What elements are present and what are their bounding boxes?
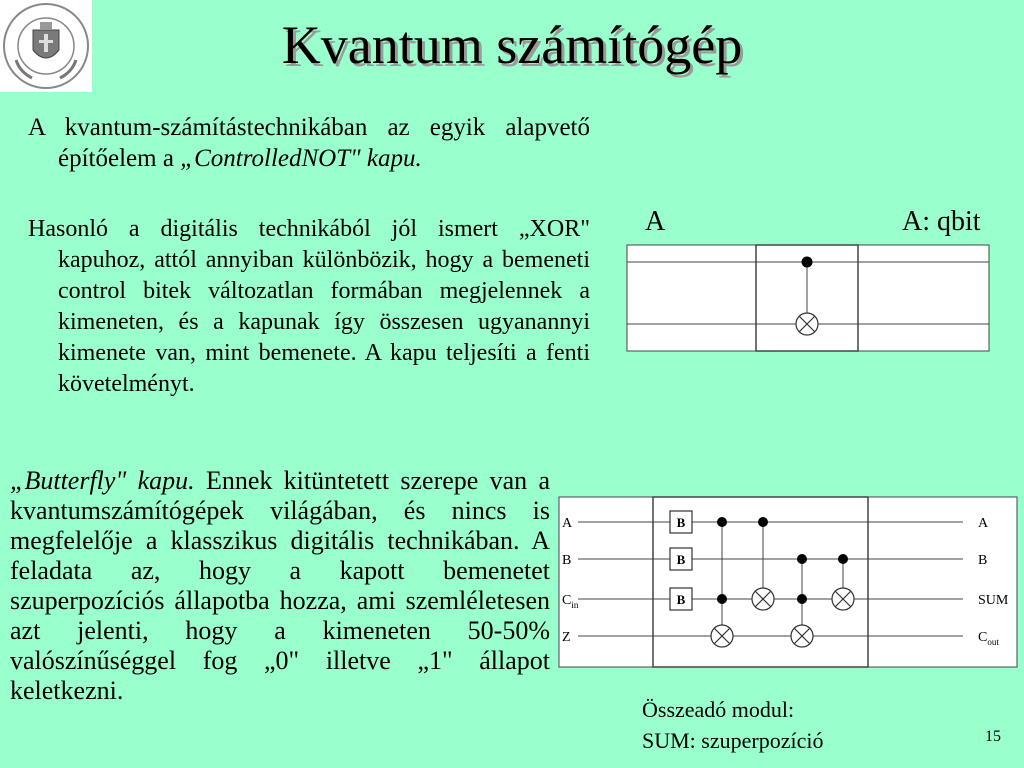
butterfly-gate-2 bbox=[670, 548, 692, 570]
butterfly-description: Ennek kitüntetett szerepe van a kvantumszámítógépek világában, és nincs is megfelelője a klasszikus digitális technikában. A feladata az, hogy a kapott bemenetet szuperpozíciós állapotba hozza, ami szemléletesen azt jelenti, hogy a kimeneten 50-50% valószínűséggel fog „0" illetve „1" állapot keletkezni. bbox=[10, 466, 550, 705]
control-dot bbox=[758, 517, 768, 527]
control-dot bbox=[802, 257, 813, 268]
paragraph-xor-comparison bbox=[28, 214, 590, 400]
svg-text:B: B bbox=[676, 552, 686, 567]
output-label-cout: $C_{out}$ bbox=[978, 630, 999, 647]
control-dot bbox=[797, 594, 807, 604]
output-label-a: A bbox=[978, 516, 989, 531]
input-label-b: B bbox=[562, 553, 572, 568]
xor-target-symbol bbox=[832, 588, 854, 610]
output-label-sum: SUM bbox=[978, 593, 1009, 608]
xor-target-symbol bbox=[711, 625, 733, 647]
cnot-label-a: A bbox=[645, 206, 666, 237]
butterfly-gate-3 bbox=[670, 588, 692, 610]
output-label-b: B bbox=[978, 553, 988, 568]
slide-number: 15 bbox=[985, 728, 1001, 745]
control-dot bbox=[717, 517, 727, 527]
xor-target-symbol bbox=[796, 313, 818, 335]
slide-title: Kvantum számítógép bbox=[281, 15, 743, 75]
adder-caption-line1: Összeadó modul: bbox=[642, 697, 795, 722]
svg-text:B: B bbox=[676, 592, 686, 607]
control-dot bbox=[838, 554, 848, 564]
xor-target-symbol bbox=[791, 625, 813, 647]
butterfly-gate-name: „Butterfly" kapu. bbox=[10, 466, 195, 495]
adder-caption bbox=[642, 694, 823, 756]
quantum-adder-diagram bbox=[558, 496, 1018, 673]
input-label-cin: $C_{in}$ bbox=[562, 593, 579, 610]
input-label-z: Z bbox=[562, 630, 571, 645]
xor-target-symbol bbox=[752, 588, 774, 610]
cnot-gate-diagram bbox=[626, 244, 990, 359]
paragraph-cnot-intro bbox=[28, 112, 590, 174]
butterfly-gate-1 bbox=[670, 511, 692, 533]
adder-caption-line2: SUM: szuperpozíció bbox=[642, 728, 824, 753]
cnot-intro-text: A kvantum-számítástechnikában az egyik alapvető építőelem a bbox=[28, 114, 590, 172]
control-dot bbox=[717, 594, 727, 604]
cnot-gate-name: „ControlledNOT" kapu. bbox=[180, 145, 422, 172]
xor-comparison-text: Hasonló a digitális technikából jól ismert „XOR" kapuhoz, attól annyiban különbözik, hogy a bemeneti control bitek változatlan formában megjelennek a kimeneten, és a kapunak így összesen ugyanannyi kimenete van, mint bemenete. A kapu teljesíti a fenti követelményt. bbox=[28, 216, 590, 397]
control-dot bbox=[797, 554, 807, 564]
paragraph-butterfly bbox=[10, 466, 550, 706]
input-label-a: A bbox=[562, 516, 573, 531]
svg-text:B: B bbox=[676, 515, 686, 530]
cnot-label-qbit: A: qbit bbox=[902, 206, 981, 237]
